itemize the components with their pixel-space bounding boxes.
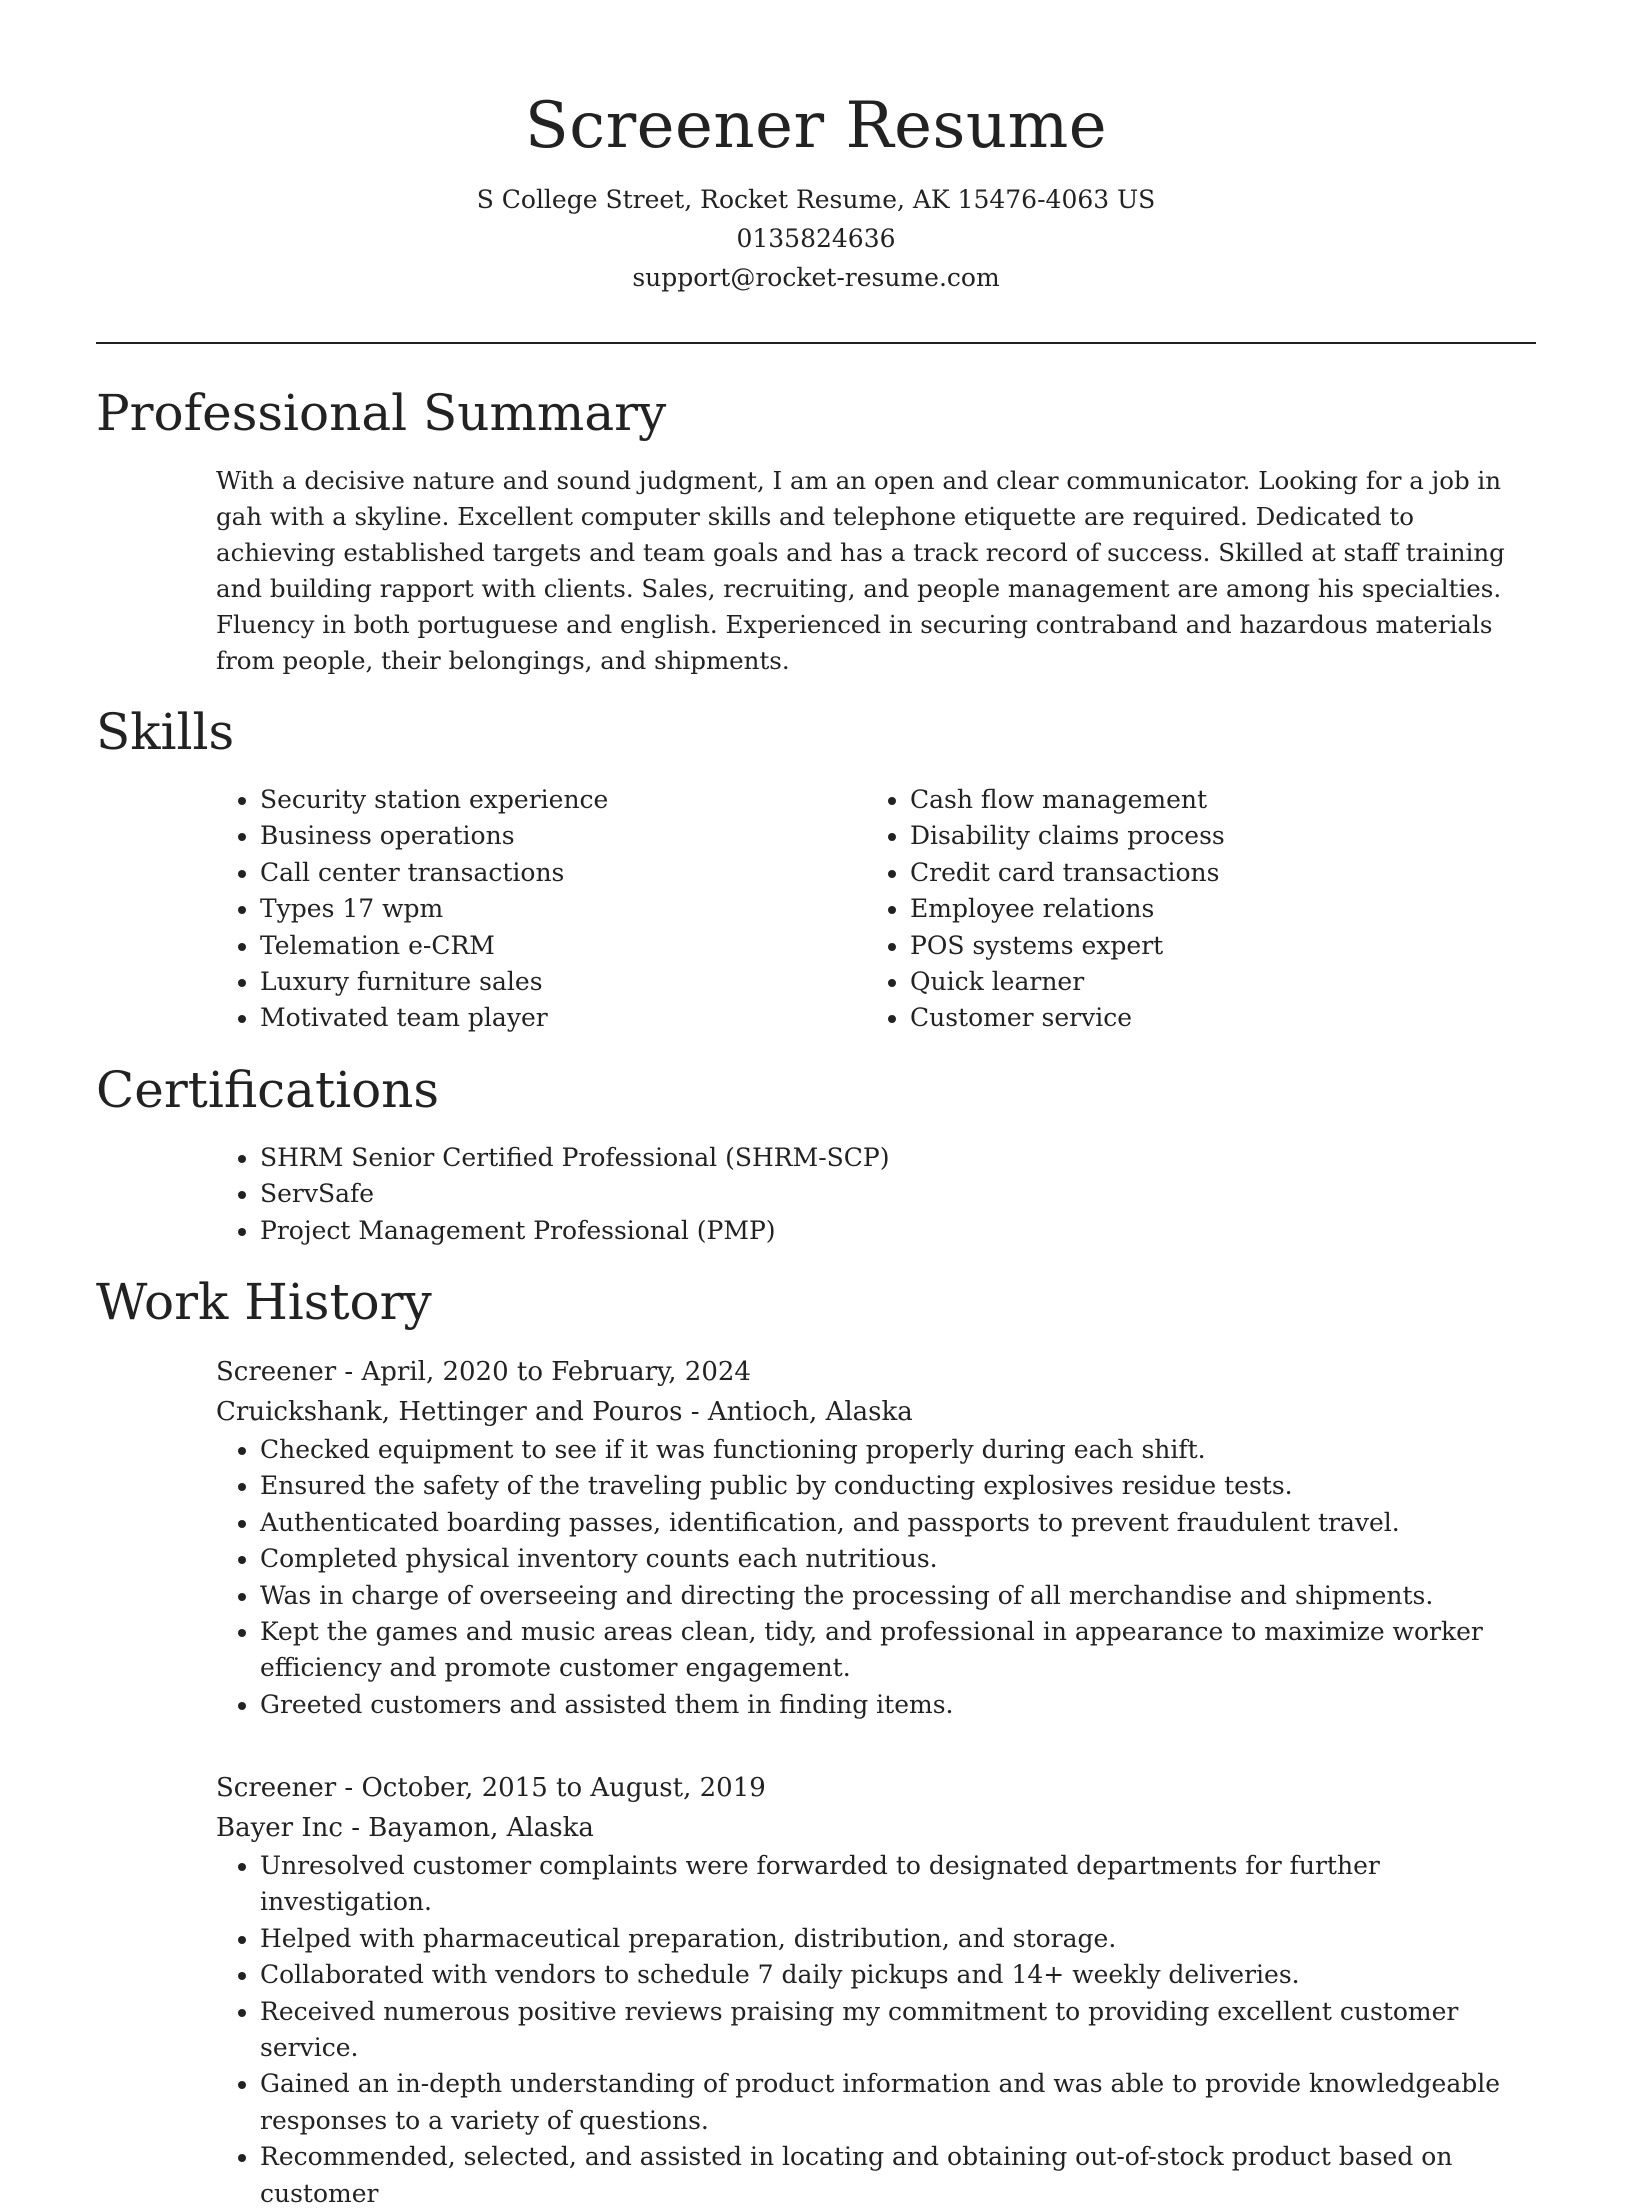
contact-phone: 0135824636: [736, 224, 896, 253]
job-title-line: Screener - October, 2015 to August, 2019: [216, 1773, 766, 1803]
job-bullet: • Completed physical inventory counts each nutritious.: [260, 1541, 1536, 1577]
resume-name: Screener Resume: [524, 89, 1108, 163]
job-bullets: [216, 1432, 1536, 1723]
skill-item: • Types 17 wpm: [260, 891, 816, 927]
job-bullets: [216, 1848, 1536, 2212]
job-role: Screener: [216, 1357, 337, 1387]
certification-item: • Project Management Professional (PMP): [260, 1213, 1516, 1249]
contact-email: support@rocket-resume.com: [632, 263, 1000, 292]
job-bullet: • Helped with pharmaceutical preparation, distribution, and storage.: [260, 1921, 1536, 1957]
job-company: Bayer Inc: [216, 1813, 343, 1843]
job-role: Screener: [216, 1773, 337, 1803]
contact-block: [0, 180, 1632, 297]
job-bullet: • Gained an in-depth understanding of product information and was able to provide knowledgeable responses to a variety of questions.: [260, 2066, 1536, 2139]
skill-item: • POS systems expert: [910, 928, 1466, 964]
certifications-block: [216, 1140, 1516, 1249]
skill-item: • Motivated team player: [260, 1000, 816, 1036]
skills-column-left: [216, 782, 816, 1037]
skill-item: • Credit card transactions: [910, 855, 1466, 891]
section-title-skills: Skills: [96, 703, 235, 761]
job-bullet: • Ensured the safety of the traveling public by conducting explosives residue tests.: [260, 1468, 1536, 1504]
job-company: Cruickshank, Hettinger and Pouros: [216, 1397, 683, 1427]
job-dates: April, 2020 to February, 2024: [361, 1357, 751, 1387]
skill-item: • Call center transactions: [260, 855, 816, 891]
section-title-work-history: Work History: [96, 1273, 432, 1331]
job-entry: [216, 1352, 1536, 1723]
job-dates: October, 2015 to August, 2019: [361, 1773, 766, 1803]
skills-list-left: [216, 782, 816, 1037]
skill-item: • Quick learner: [910, 964, 1466, 1000]
skill-item: • Disability claims process: [910, 818, 1466, 854]
certification-item: • SHRM Senior Certified Professional (SHRM-SCP): [260, 1140, 1516, 1176]
job-bullet: • Authenticated boarding passes, identification, and passports to prevent fraudulent travel.: [260, 1505, 1536, 1541]
job-bullet: • Greeted customers and assisted them in finding items.: [260, 1687, 1536, 1723]
job-entry: [216, 1768, 1536, 2212]
job-title-line: Screener - April, 2020 to February, 2024: [216, 1357, 751, 1387]
job-company-line: Cruickshank, Hettinger and Pouros - Antioch, Alaska: [216, 1397, 913, 1427]
job-bullet: • Was in charge of overseeing and directing the processing of all merchandise and shipments.: [260, 1578, 1536, 1614]
summary-text: With a decisive nature and sound judgment, I am an open and clear communicator. Looking for a job in gah with a skyline. Excellent computer skills and telephone etiquette are required. Dedicated to achieving established targets and team goals and has a track record of success. Skilled at staff training and building rapport with clients. Sales, recruiting, and people management are among his specialties. Fluency in both portuguese and english. Experienced in securing contraband and hazardous materials from people, their belongings, and shipments.: [216, 466, 1505, 675]
skills-list-right: [866, 782, 1466, 1037]
header-divider: [96, 342, 1536, 344]
skill-item: • Business operations: [260, 818, 816, 854]
certification-item: • ServSafe: [260, 1176, 1516, 1212]
job-location: Bayamon, Alaska: [368, 1813, 594, 1843]
job-company-line: Bayer Inc - Bayamon, Alaska: [216, 1813, 594, 1843]
resume-header: [0, 0, 1632, 297]
job-location: Antioch, Alaska: [707, 1397, 913, 1427]
section-title-summary: Professional Summary: [96, 384, 667, 442]
section-title-certifications: Certifications: [96, 1061, 440, 1119]
skill-item: • Employee relations: [910, 891, 1466, 927]
skill-item: • Customer service: [910, 1000, 1466, 1036]
skill-item: • Luxury furniture sales: [260, 964, 816, 1000]
job-bullet: • Checked equipment to see if it was functioning properly during each shift.: [260, 1432, 1536, 1468]
job-bullet: • Collaborated with vendors to schedule 7 daily pickups and 14+ weekly deliveries.: [260, 1957, 1536, 1993]
skill-item: • Cash flow management: [910, 782, 1466, 818]
contact-address: S College Street, Rocket Resume, AK 15476-4063 US: [476, 185, 1156, 214]
skills-column-right: [866, 782, 1466, 1037]
certifications-list: [216, 1140, 1516, 1249]
job-bullet: • Kept the games and music areas clean, tidy, and professional in appearance to maximize worker efficiency and promote customer engagement.: [260, 1614, 1536, 1687]
job-bullet: • Recommended, selected, and assisted in locating and obtaining out-of-stock product based on customer: [260, 2139, 1536, 2212]
job-bullet: • Unresolved customer complaints were forwarded to designated departments for further investigation.: [260, 1848, 1536, 1921]
job-bullet: • Received numerous positive reviews praising my commitment to providing excellent customer service.: [260, 1994, 1536, 2067]
skill-item: • Telemation e-CRM: [260, 928, 816, 964]
skill-item: • Security station experience: [260, 782, 816, 818]
